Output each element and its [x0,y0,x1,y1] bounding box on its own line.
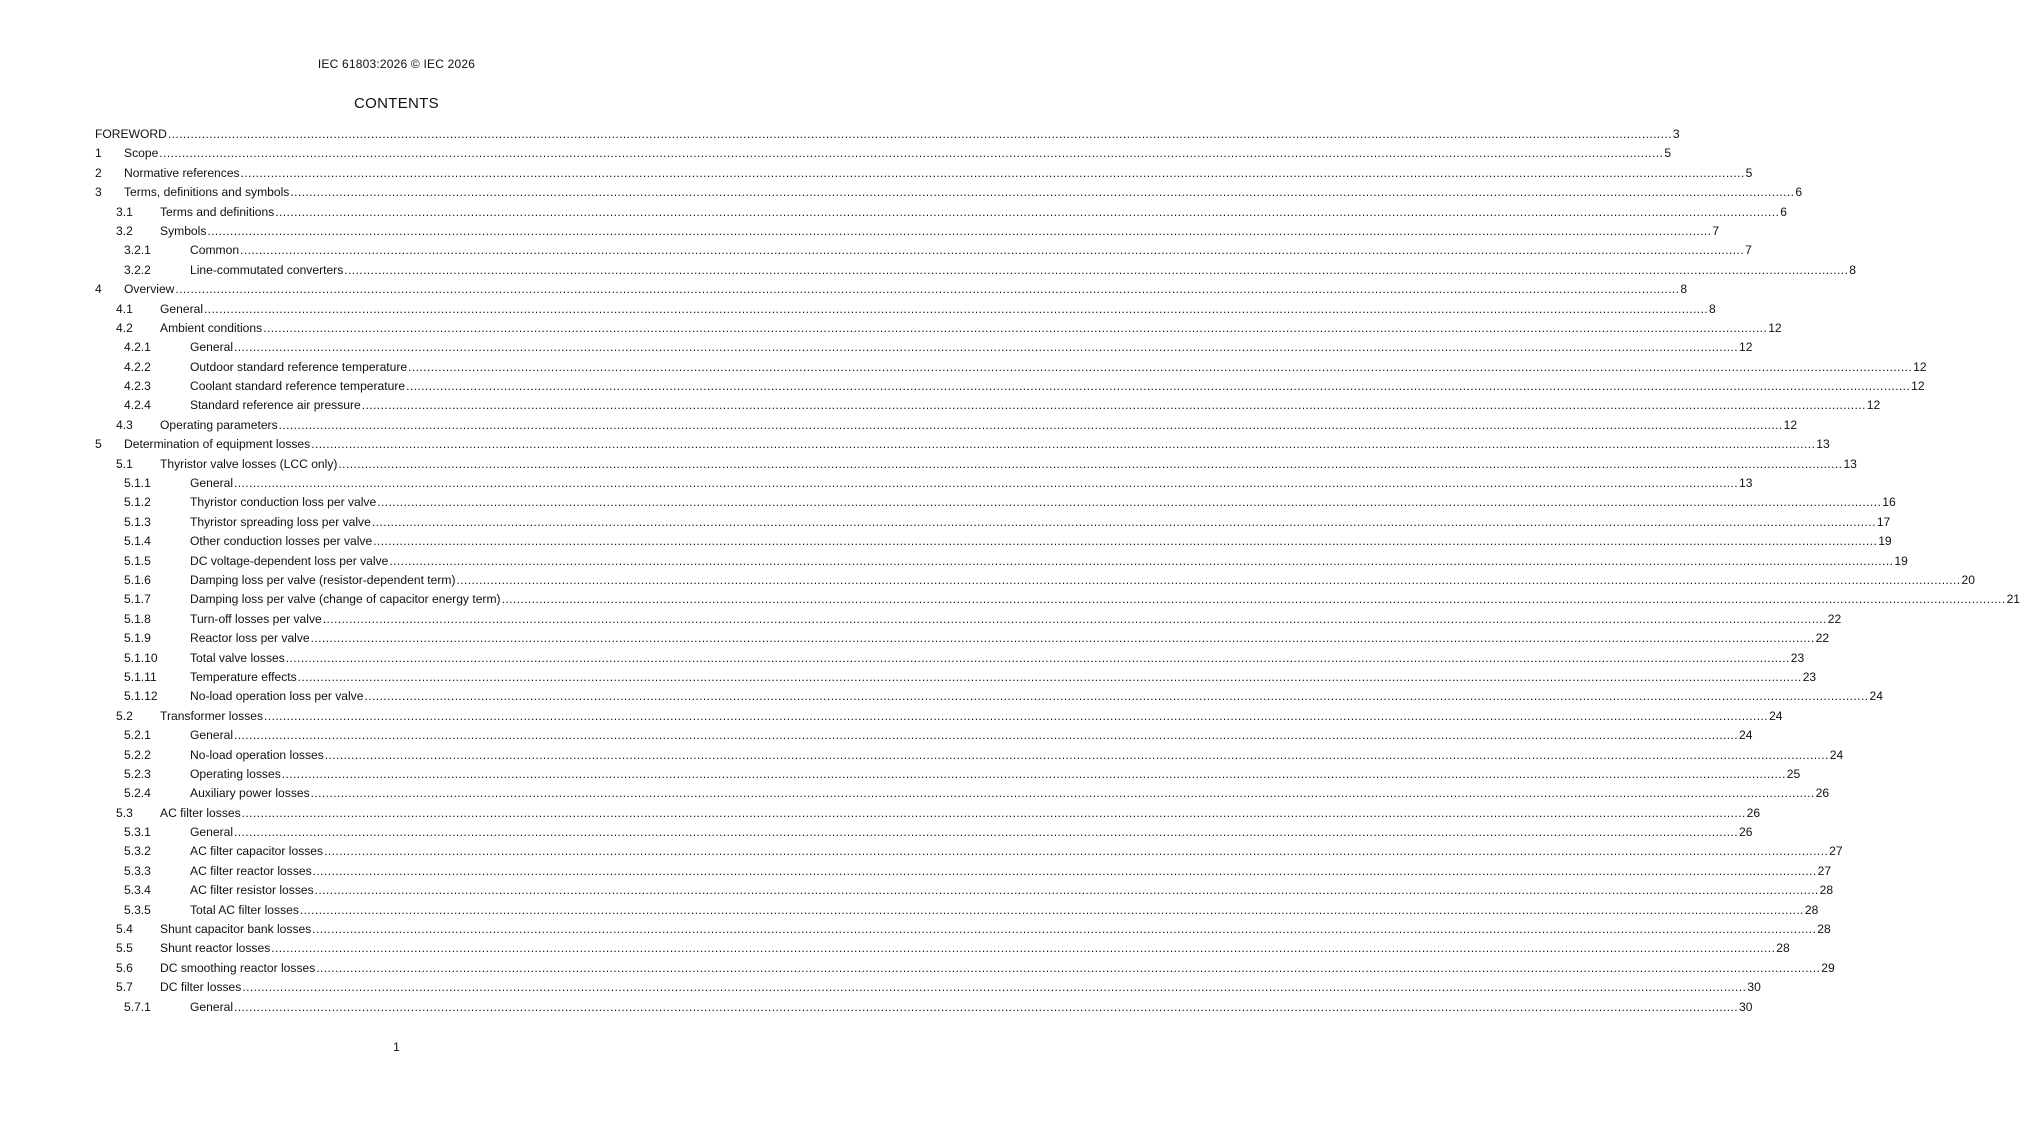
toc-entry-number: 5.1.6 [124,572,151,587]
toc-entry-number: 4.2.1 [124,340,151,355]
toc-entry-number: 1 [95,146,102,161]
toc-entry-number: 5.3.2 [124,844,151,859]
toc-entry[interactable] [95,901,1819,920]
toc-entry-page: 3 [1672,127,1680,141]
toc-entry[interactable] [95,377,1925,396]
toc-entry-page: 26 [1739,825,1753,840]
toc-entry-title: Common [190,243,240,258]
toc-entry-title: General [190,999,234,1014]
dot-leader: ................................................................................................................................................................................................................................................................................................................................................................................................................ [167,127,1672,141]
toc-entry-page: 30 [1739,999,1753,1014]
toc-entry-title: Shunt capacitor bank losses [160,922,312,937]
toc-entry[interactable] [95,144,1672,163]
dot-leader: ................................................................................................................................................................................................................................................................................................................................................................................................................ [271,941,1776,956]
toc-entry-page: 27 [1829,844,1843,859]
toc-entry-title: AC filter reactor losses [190,863,312,878]
toc-entry-number: 5.3 [116,805,133,820]
toc-entry-number: 5.1.5 [124,553,151,568]
dot-leader: ................................................................................................................................................................................................................................................................................................................................................................................................................ [456,572,1961,587]
toc-entry-line [190,261,1857,280]
toc-entry-title: Shunt reactor losses [160,941,271,956]
dot-leader: ................................................................................................................................................................................................................................................................................................................................................................................................................ [240,165,1745,180]
toc-entry[interactable] [95,610,1842,629]
dot-leader: ................................................................................................................................................................................................................................................................................................................................................................................................................ [204,301,1709,316]
dot-leader: ................................................................................................................................................................................................................................................................................................................................................................................................................ [312,922,1817,937]
dot-leader: ................................................................................................................................................................................................................................................................................................................................................................................................................ [361,398,1866,413]
toc-entry-number: 4.1 [116,301,133,316]
toc-entry-line [160,416,1798,435]
toc-entry-title: Thyristor conduction loss per valve [190,495,377,510]
toc-entry-line [160,300,1716,319]
toc-entry-title: General [190,728,234,743]
toc-entry-title: Determination of equipment losses [124,437,311,452]
toc-entry[interactable] [95,222,1720,241]
toc-entry-page: 12 [1783,417,1798,432]
toc-entry-number: 5.7.1 [124,999,151,1014]
toc-entry-title: Thyristor valve losses (LCC only) [160,456,338,471]
toc-entry-number: 3.2.2 [124,262,151,277]
toc-entry-title: AC filter losses [160,805,241,820]
toc-entry-line [190,998,1753,1017]
toc-entry-title: General [160,301,204,316]
toc-entry-line [190,687,1883,706]
toc-entry[interactable] [95,319,1782,338]
toc-entry[interactable] [95,203,1788,222]
dot-leader: ................................................................................................................................................................................................................................................................................................................................................................................................................ [338,456,1843,471]
dot-leader: ................................................................................................................................................................................................................................................................................................................................................................................................................ [234,340,1739,355]
toc-entry-title: No-load operation losses [190,747,324,762]
toc-entry-page: 12 [1866,398,1881,413]
toc-entry-page: 6 [1795,185,1803,200]
toc-entry[interactable] [95,183,1803,202]
toc-entry-number: 5.1.12 [124,689,158,704]
toc-entry-title: Total AC filter losses [190,902,299,917]
toc-entry-title: Scope [124,146,159,161]
toc-entry-line [160,978,1761,997]
toc-entry-title: Standard reference air pressure [190,398,361,413]
toc-entry[interactable] [95,532,1892,551]
toc-entry-line [124,280,1688,299]
toc-entry-number: 5.4 [116,922,133,937]
toc-entry-number: 5.1.7 [124,592,151,607]
toc-entry-page: 13 [1816,437,1830,452]
toc-entry[interactable] [95,280,1688,299]
toc-entry-title: Line-commutated converters [190,262,344,277]
dot-leader: ................................................................................................................................................................................................................................................................................................................................................................................................................ [310,786,1815,801]
toc-entry-page: 13 [1739,476,1753,491]
dot-leader: ................................................................................................................................................................................................................................................................................................................................................................................................................ [207,223,1712,238]
toc-entry[interactable] [95,804,1761,823]
toc-entry[interactable] [95,881,1834,900]
toc-entry-number: 5.2.1 [124,728,151,743]
toc-entry[interactable] [95,842,1843,861]
toc-entry[interactable] [95,396,1881,415]
toc-entry-page: 8 [1849,262,1857,277]
toc-entry-page: 24 [1739,728,1753,743]
toc-entry-number: 4.2.2 [124,359,151,374]
dot-leader: ................................................................................................................................................................................................................................................................................................................................................................................................................ [234,999,1739,1014]
toc-entry-title: AC filter resistor losses [190,883,314,898]
toc-entry[interactable] [95,920,1831,939]
toc-entry-line [160,222,1720,241]
table-of-contents [95,125,2020,1017]
toc-entry-page: 27 [1817,863,1832,878]
dot-leader: ................................................................................................................................................................................................................................................................................................................................................................................................................ [314,883,1819,898]
toc-entry-line [160,920,1831,939]
toc-entry[interactable] [95,668,1817,687]
dot-leader: ................................................................................................................................................................................................................................................................................................................................................................................................................ [264,708,1769,723]
toc-entry-title: DC filter losses [160,980,242,995]
toc-entry-page: 23 [1790,650,1805,665]
toc-entry-number: 4 [95,282,102,297]
dot-leader: ................................................................................................................................................................................................................................................................................................................................................................................................................ [263,320,1768,335]
toc-entry-title: Normative references [124,165,240,180]
toc-entry-number: 5.3.4 [124,883,151,898]
dot-leader: ................................................................................................................................................................................................................................................................................................................................................................................................................ [322,611,1827,626]
toc-entry[interactable] [95,416,1798,435]
toc-entry-number: 3.1 [116,204,133,219]
dot-leader: ................................................................................................................................................................................................................................................................................................................................................................................................................ [234,476,1739,491]
toc-entry-page: 16 [1882,495,1896,510]
toc-entry-line [190,338,1753,357]
toc-entry-number: 5.6 [116,960,133,975]
toc-entry-number: 4.3 [116,417,133,432]
dot-leader: ................................................................................................................................................................................................................................................................................................................................................................................................................ [285,650,1790,665]
toc-entry-number: 5.1.9 [124,631,151,646]
toc-entry-page: 12 [1739,340,1753,355]
toc-entry-title: Terms, definitions and symbols [124,185,290,200]
toc-entry[interactable] [95,474,1753,493]
toc-entry-title: Turn-off losses per valve [190,611,322,626]
toc-entry[interactable] [95,455,1857,474]
toc-entry-line [124,435,1830,454]
dot-leader: ................................................................................................................................................................................................................................................................................................................................................................................................................ [241,805,1746,820]
toc-entry-line [190,765,1801,784]
document-header: IEC 61803:2026 © IEC 2026 [317,57,476,71]
toc-entry-line [160,939,1790,958]
toc-entry-page: 29 [1821,960,1835,975]
toc-entry-page: 23 [1802,669,1817,684]
toc-entry-number: 5.1.11 [124,669,157,684]
toc-entry-page: 21 [2006,592,2020,607]
toc-entry-title: DC smoothing reactor losses [160,960,316,975]
toc-entry[interactable] [95,164,1753,183]
dot-leader: ................................................................................................................................................................................................................................................................................................................................................................................................................ [344,262,1849,277]
toc-entry-line [160,319,1782,338]
toc-entry-page: 17 [1876,514,1891,529]
toc-entry-line [124,164,1753,183]
toc-entry-page: 19 [1894,553,1908,568]
toc-entry-number: 3.2 [116,223,133,238]
toc-entry-line [124,144,1672,163]
toc-entry[interactable] [95,707,1783,726]
dot-leader: ................................................................................................................................................................................................................................................................................................................................................................................................................ [324,747,1829,762]
toc-entry-line [190,358,1927,377]
toc-entry-page: 30 [1747,980,1761,995]
toc-entry-title: Damping loss per valve (change of capacitor energy term) [190,592,501,607]
toc-entry-title: FOREWORD [95,127,167,141]
toc-entry-page: 24 [1869,689,1883,704]
toc-entry-number: 5 [95,437,102,452]
toc-entry-page: 24 [1769,708,1783,723]
toc-entry-page: 26 [1815,786,1830,801]
toc-entry-line [160,959,1835,978]
toc-entry-title: General [190,476,234,491]
dot-leader: ................................................................................................................................................................................................................................................................................................................................................................................................................ [310,631,1815,646]
toc-entry-page: 8 [1709,301,1716,316]
toc-entry-page: 13 [1843,456,1857,471]
toc-entry-number: 5.5 [116,941,133,956]
toc-entry-title: Ambient conditions [160,320,263,335]
toc-entry-title: Auxiliary power losses [190,786,310,801]
toc-entry[interactable] [95,241,1752,260]
toc-entry-number: 5.1.2 [124,495,151,510]
toc-entry-page: 12 [1911,379,1925,394]
dot-leader: ................................................................................................................................................................................................................................................................................................................................................................................................................ [311,437,1816,452]
toc-entry[interactable] [95,998,1753,1017]
toc-entry-page: 7 [1712,223,1720,238]
dot-leader: ................................................................................................................................................................................................................................................................................................................................................................................................................ [408,359,1913,374]
dot-leader: ................................................................................................................................................................................................................................................................................................................................................................................................................ [377,495,1882,510]
toc-entry[interactable] [95,493,1896,512]
toc-entry-line [190,474,1753,493]
toc-entry-number: 4.2.4 [124,398,151,413]
dot-leader: ................................................................................................................................................................................................................................................................................................................................................................................................................ [371,514,1876,529]
toc-entry[interactable] [95,571,1975,590]
dot-leader: ................................................................................................................................................................................................................................................................................................................................................................................................................ [234,728,1739,743]
toc-entry-line [160,804,1761,823]
page-title: CONTENTS [354,95,439,112]
toc-entry-page: 7 [1745,243,1752,258]
toc-entry-number: 2 [95,165,102,180]
dot-leader: ................................................................................................................................................................................................................................................................................................................................................................................................................ [242,980,1747,995]
toc-entry-number: 4.2 [116,320,133,335]
toc-entry-page: 12 [1913,359,1927,374]
toc-entry[interactable] [95,358,1927,377]
dot-leader: ................................................................................................................................................................................................................................................................................................................................................................................................................ [175,282,1680,297]
toc-entry[interactable] [95,590,2020,609]
toc-entry[interactable] [95,726,1753,745]
toc-entry-title: General [190,340,234,355]
toc-entry[interactable] [95,338,1753,357]
toc-entry-title: DC voltage-dependent loss per valve [190,553,389,568]
toc-entry-line [190,823,1753,842]
toc-entry-line [95,125,1680,144]
toc-entry-page: 5 [1664,146,1672,161]
toc-entry-line [190,726,1753,745]
toc-entry-title: Operating parameters [160,417,278,432]
toc-entry-title: AC filter capacitor losses [190,844,324,859]
toc-entry[interactable] [95,435,1830,454]
toc-entry-number: 5.3.5 [124,902,151,917]
toc-entry-line [190,571,1975,590]
toc-entry-line [190,862,1832,881]
dot-leader: ................................................................................................................................................................................................................................................................................................................................................................................................................ [290,185,1795,200]
toc-entry-line [190,513,1891,532]
toc-entry-number: 5.1.4 [124,534,151,549]
dot-leader: ................................................................................................................................................................................................................................................................................................................................................................................................................ [299,902,1804,917]
toc-entry-line [190,377,1925,396]
toc-entry-line [190,746,1844,765]
toc-entry-line [190,629,1830,648]
dot-leader: ................................................................................................................................................................................................................................................................................................................................................................................................................ [501,592,2006,607]
dot-leader: ................................................................................................................................................................................................................................................................................................................................................................................................................ [389,553,1894,568]
toc-entry-title: Thyristor spreading loss per valve [190,514,371,529]
toc-entry-line [190,610,1842,629]
toc-entry-line [160,707,1783,726]
toc-entry-number: 5.1.3 [124,514,151,529]
toc-entry-line [190,901,1819,920]
toc-entry-title: Terms and definitions [160,204,275,219]
toc-entry-number: 3 [95,185,102,200]
toc-entry[interactable] [95,939,1790,958]
toc-entry[interactable] [95,261,1857,280]
toc-entry-line [190,396,1881,415]
toc-entry-number: 5.1.1 [124,476,151,491]
toc-entry-page: 25 [1786,766,1801,781]
toc-entry-page: 22 [1815,631,1830,646]
toc-entry-number: 5.3.3 [124,863,151,878]
toc-entry[interactable] [95,513,1891,532]
dot-leader: ................................................................................................................................................................................................................................................................................................................................................................................................................ [373,534,1878,549]
toc-entry-number: 3.2.1 [124,243,151,258]
toc-entry-number: 5.1 [116,456,133,471]
toc-entry[interactable] [95,125,1680,144]
toc-entry-title: Symbols [160,223,207,238]
toc-entry-number: 5.7 [116,980,133,995]
toc-entry[interactable] [95,959,1835,978]
toc-entry-line [190,493,1896,512]
toc-entry-page: 26 [1746,805,1761,820]
toc-entry-title: General [190,825,234,840]
dot-leader: ................................................................................................................................................................................................................................................................................................................................................................................................................ [275,204,1780,219]
toc-entry-title: Temperature effects [190,669,297,684]
toc-entry-title: Other conduction losses per valve [190,534,373,549]
dot-leader: ................................................................................................................................................................................................................................................................................................................................................................................................................ [278,417,1783,432]
toc-entry-line [124,183,1803,202]
toc-entry-title: Coolant standard reference temperature [190,379,406,394]
toc-entry-number: 4.2.3 [124,379,151,394]
toc-entry[interactable] [95,978,1761,997]
toc-entry-title: Reactor loss per valve [190,631,310,646]
toc-entry-number: 5.2.4 [124,786,151,801]
toc-entry[interactable] [95,765,1801,784]
toc-entry-title: Operating losses [190,766,281,781]
toc-entry-line [190,590,2020,609]
toc-entry-title: Transformer losses [160,708,264,723]
toc-entry-line [190,842,1843,861]
toc-entry-title: Damping loss per valve (resistor-dependent term) [190,572,456,587]
dot-leader: ................................................................................................................................................................................................................................................................................................................................................................................................................ [316,960,1821,975]
dot-leader: ................................................................................................................................................................................................................................................................................................................................................................................................................ [297,669,1802,684]
toc-entry-page: 28 [1819,883,1834,898]
toc-entry-title: Overview [124,282,175,297]
dot-leader: ................................................................................................................................................................................................................................................................................................................................................................................................................ [281,766,1786,781]
toc-entry-number: 5.2.3 [124,766,151,781]
toc-entry-page: 6 [1780,204,1788,219]
toc-entry-line [190,668,1817,687]
toc-entry-number: 5.2.2 [124,747,151,762]
dot-leader: ................................................................................................................................................................................................................................................................................................................................................................................................................ [159,146,1664,161]
toc-entry-line [190,649,1805,668]
toc-entry[interactable] [95,784,1830,803]
toc-entry[interactable] [95,552,1908,571]
toc-entry-line [190,532,1892,551]
toc-entry-line [160,455,1857,474]
toc-entry-page: 28 [1817,922,1831,937]
toc-entry-number: 5.2 [116,708,133,723]
page-number: 1 [393,1040,400,1054]
toc-entry-page: 20 [1961,572,1975,587]
toc-entry-number: 5.3.1 [124,825,151,840]
toc-entry[interactable] [95,687,1883,706]
toc-entry[interactable] [95,649,1805,668]
toc-entry-line [190,241,1752,260]
dot-leader: ................................................................................................................................................................................................................................................................................................................................................................................................................ [324,844,1829,859]
toc-entry-line [160,203,1788,222]
dot-leader: ................................................................................................................................................................................................................................................................................................................................................................................................................ [406,379,1911,394]
toc-entry[interactable] [95,300,1716,319]
toc-entry-line [190,881,1834,900]
toc-entry-number: 5.1.8 [124,611,151,626]
toc-entry[interactable] [95,629,1830,648]
dot-leader: ................................................................................................................................................................................................................................................................................................................................................................................................................ [312,863,1817,878]
toc-entry-title: Total valve losses [190,650,285,665]
dot-leader: ................................................................................................................................................................................................................................................................................................................................................................................................................ [364,689,1869,704]
toc-entry-page: 19 [1878,534,1892,549]
toc-entry-page: 22 [1827,611,1842,626]
toc-entry[interactable] [95,862,1832,881]
toc-entry-page: 12 [1768,320,1782,335]
toc-entry-line [190,552,1908,571]
toc-entry-page: 24 [1829,747,1844,762]
toc-entry-title: Outdoor standard reference temperature [190,359,408,374]
toc-entry-page: 5 [1745,165,1753,180]
toc-entry-page: 8 [1680,282,1688,297]
toc-entry[interactable] [95,746,1844,765]
dot-leader: ................................................................................................................................................................................................................................................................................................................................................................................................................ [240,243,1745,258]
toc-entry-title: No-load operation loss per valve [190,689,364,704]
toc-entry[interactable] [95,823,1753,842]
toc-entry-line [190,784,1830,803]
dot-leader: ................................................................................................................................................................................................................................................................................................................................................................................................................ [234,825,1739,840]
toc-entry-number: 5.1.10 [124,650,158,665]
toc-entry-page: 28 [1804,902,1819,917]
toc-entry-page: 28 [1776,941,1790,956]
